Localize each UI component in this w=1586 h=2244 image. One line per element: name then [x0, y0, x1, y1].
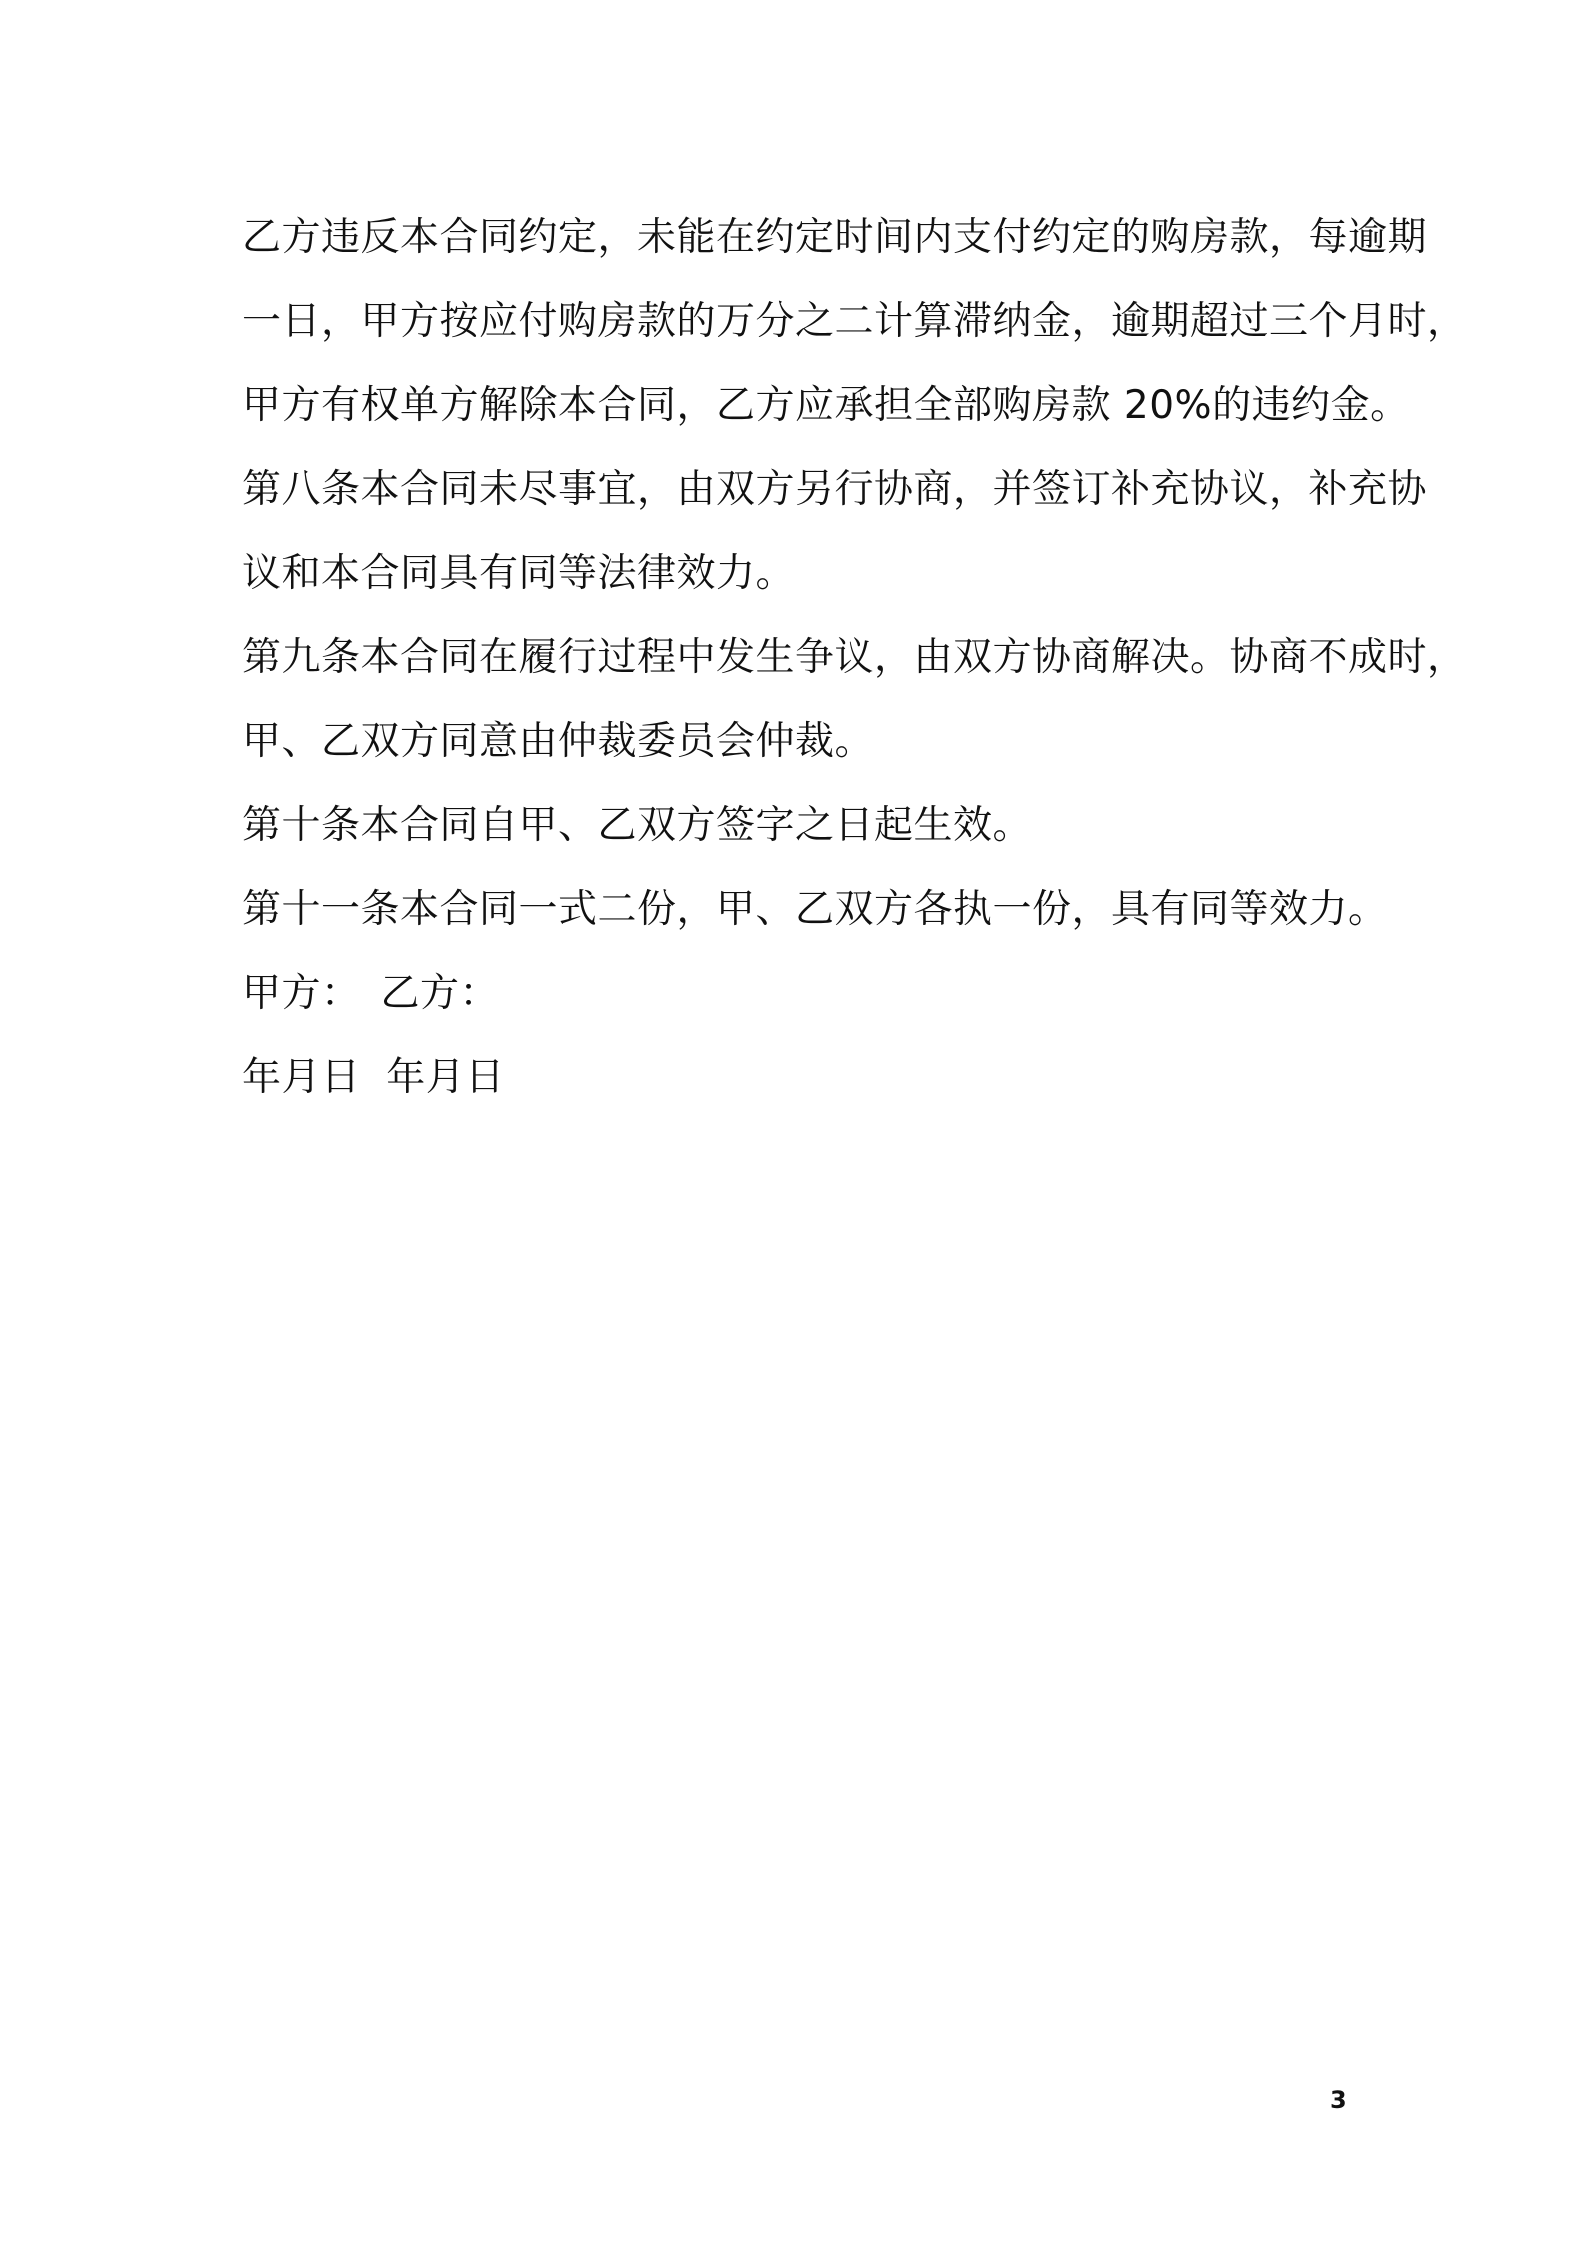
article-9-line: 甲、乙双方同意由仲裁委员会仲裁。 [242, 719, 875, 764]
paragraph-line: 乙方违反本合同约定，未能在约定时间内支付约定的购房款，每逾期 [242, 215, 1428, 260]
article-8-line: 第八条本合同未尽事宜，由双方另行协商，并签订补充协议，补充协 [242, 467, 1428, 512]
article-11-line: 第十一条本合同一式二份，甲、乙双方各执一份，具有同等效力。 [242, 887, 1388, 932]
page-number: 3 [1330, 2086, 1347, 2114]
signature-dates: 年月日 年月日 [242, 1055, 505, 1100]
document-body [242, 196, 1467, 1120]
signature-parties: 甲方： 乙方： [242, 971, 500, 1016]
paragraph-line: 甲方有权单方解除本合同，乙方应承担全部购房款 20%的违约金。 [242, 383, 1410, 428]
paragraph-line: 一日，甲方按应付购房款的万分之二计算滞纳金，逾期超过三个月时， [242, 299, 1467, 344]
article-10-line: 第十条本合同自甲、乙双方签字之日起生效。 [242, 803, 1033, 848]
article-8-line: 议和本合同具有同等法律效力。 [242, 551, 796, 596]
article-9-line: 第九条本合同在履行过程中发生争议，由双方协商解决。协商不成时， [242, 635, 1467, 680]
